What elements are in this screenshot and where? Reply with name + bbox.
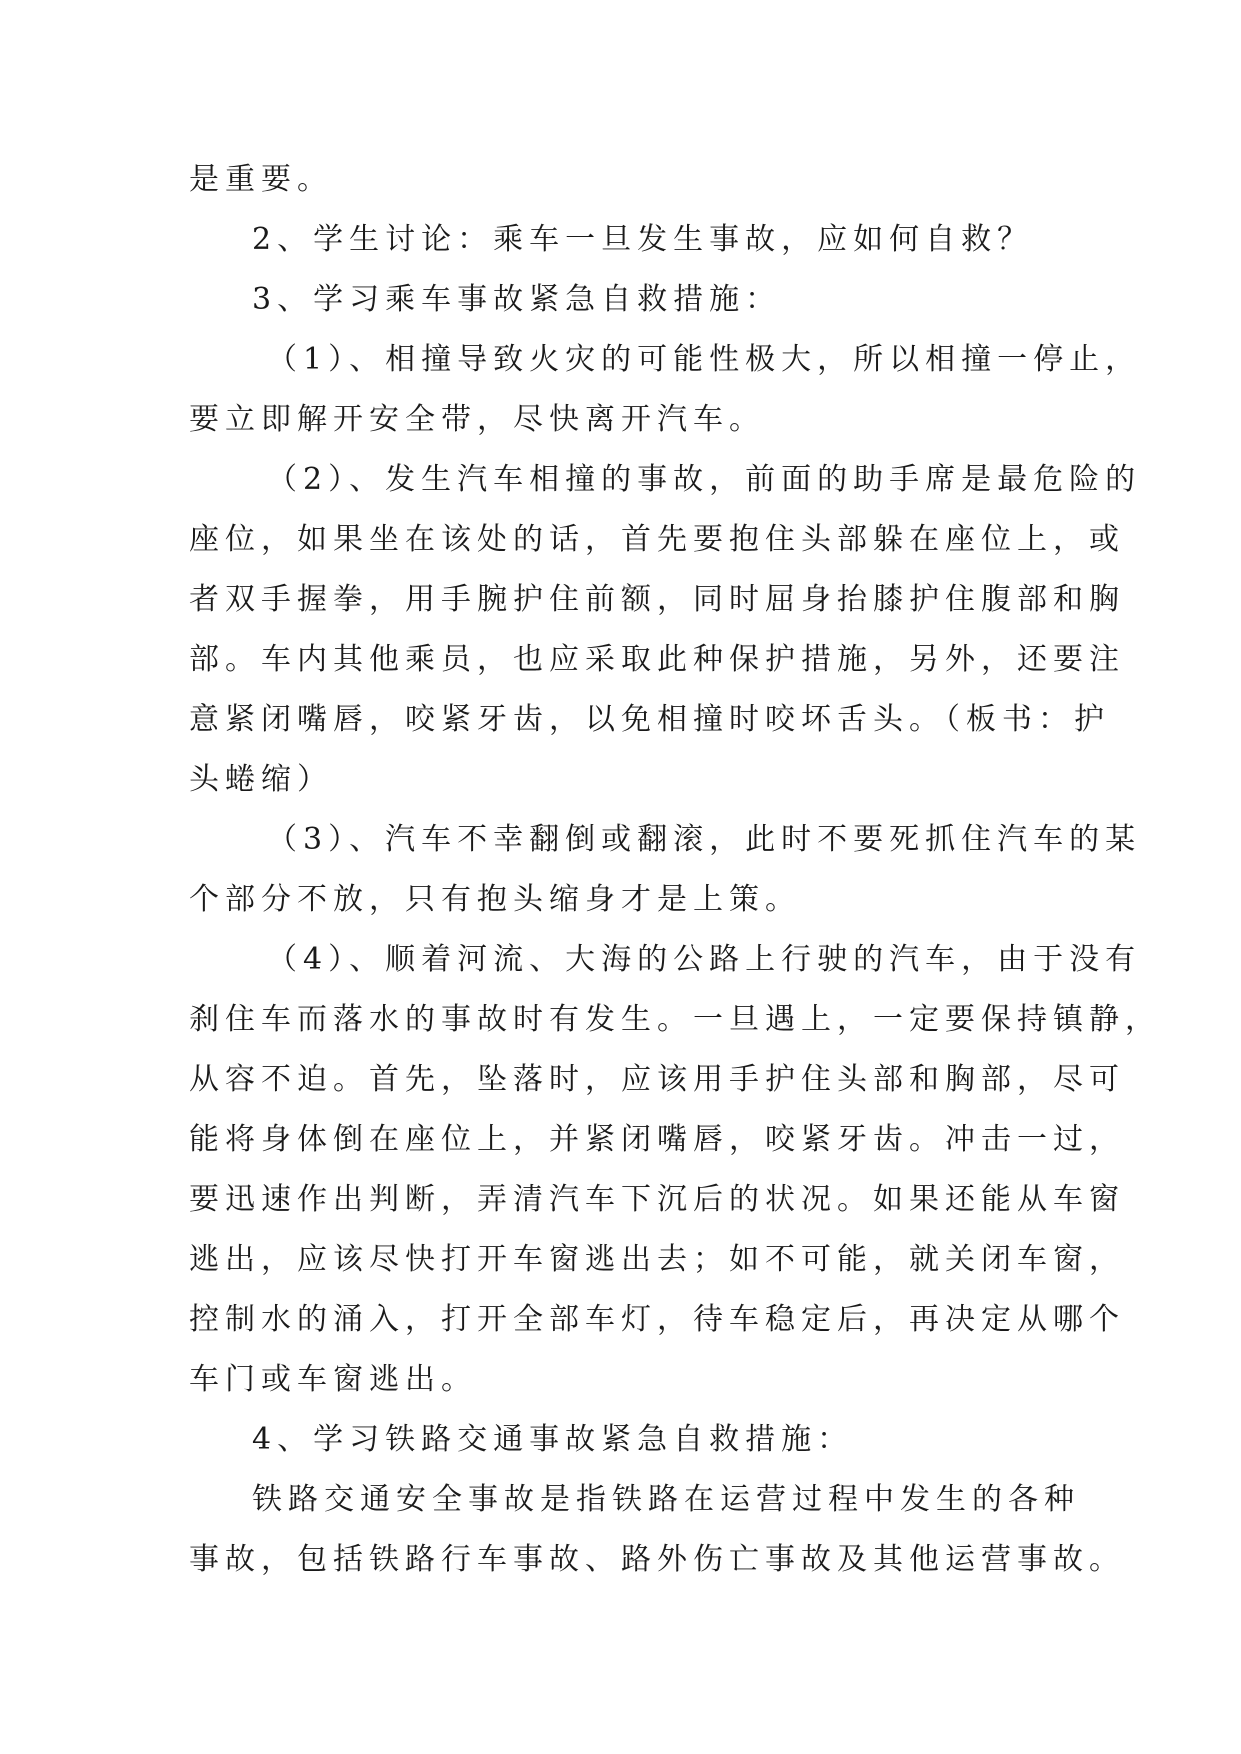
text-line: 头蜷缩） (189, 762, 333, 797)
text-line: 铁路交通安全事故是指铁路在运营过程中发生的各种 (252, 1482, 1080, 1517)
text-line: （3）、汽车不幸翻倒或翻滚，此时不要死抓住汽车的某 (267, 822, 1142, 857)
list-item-heading: 3、学习乘车事故紧急自救措施： (252, 282, 782, 317)
text-line: （2）、发生汽车相撞的事故，前面的助手席是最危险的 (267, 462, 1142, 497)
text-line: 是重要。 (189, 162, 333, 197)
text-line: 车门或车窗逃出。 (189, 1362, 477, 1397)
text-line: 从容不迫。首先，坠落时，应该用手护住头部和胸部，尽可 (189, 1062, 1125, 1097)
text-line: 事故，包括铁路行车事故、路外伤亡事故及其他运营事故。 (189, 1542, 1125, 1577)
text-line: 者双手握拳，用手腕护住前额，同时屈身抬膝护住腹部和胸 (189, 582, 1125, 617)
text-line: （1）、相撞导致火灾的可能性极大，所以相撞一停止， (267, 342, 1142, 377)
text-line: （4）、顺着河流、大海的公路上行驶的汽车，由于没有 (267, 942, 1142, 977)
text-line: 个部分不放，只有抱头缩身才是上策。 (189, 882, 801, 917)
list-item-heading: 2、学生讨论：乘车一旦发生事故，应如何自救？ (252, 222, 1034, 257)
text-line: 意紧闭嘴唇，咬紧牙齿，以免相撞时咬坏舌头。（板书：护 (189, 702, 1110, 737)
document-body (189, 150, 1161, 1590)
text-line: 部。车内其他乘员，也应采取此种保护措施，另外，还要注 (189, 642, 1125, 677)
text-line: 控制水的涌入，打开全部车灯，待车稳定后，再决定从哪个 (189, 1302, 1125, 1337)
text-line: 能将身体倒在座位上，并紧闭嘴唇，咬紧牙齿。冲击一过， (189, 1122, 1125, 1157)
text-line: 逃出，应该尽快打开车窗逃出去；如不可能，就关闭车窗， (189, 1242, 1125, 1277)
list-item-heading: 4、学习铁路交通事故紧急自救措施： (252, 1422, 854, 1457)
text-line: 要迅速作出判断，弄清汽车下沉后的状况。如果还能从车窗 (189, 1182, 1125, 1217)
text-line: 要立即解开安全带，尽快离开汽车。 (189, 402, 765, 437)
text-line: 刹住车而落水的事故时有发生。一旦遇上，一定要保持镇静， (189, 1002, 1161, 1037)
text-line: 座位，如果坐在该处的话，首先要抱住头部躲在座位上，或 (189, 522, 1125, 557)
